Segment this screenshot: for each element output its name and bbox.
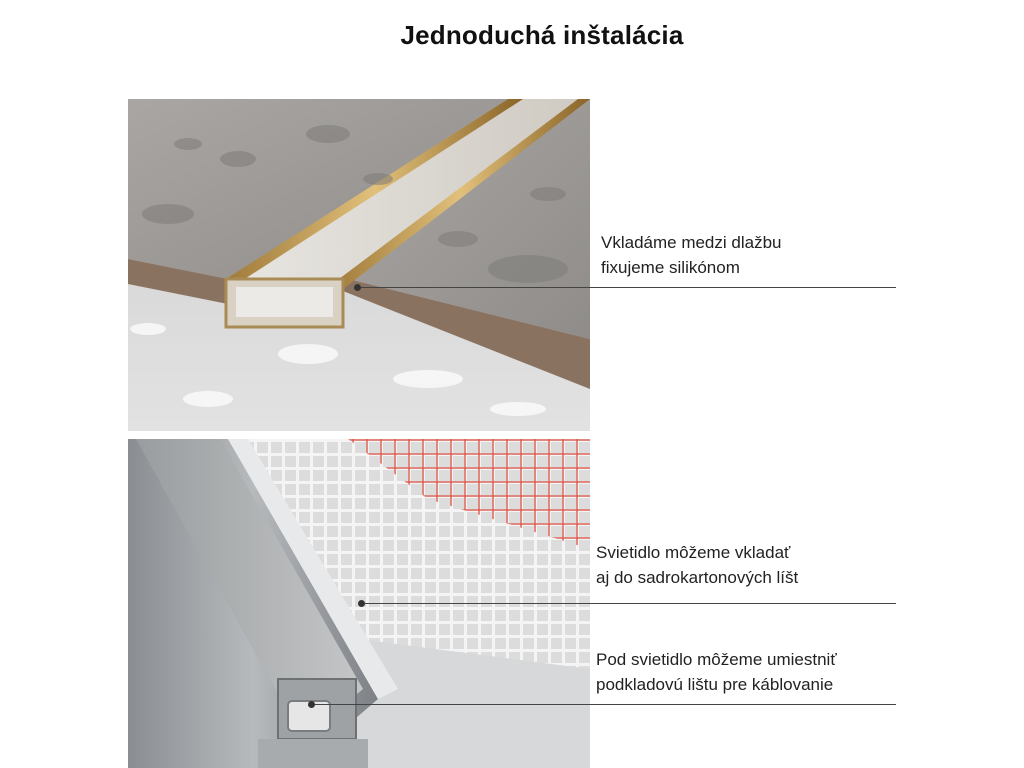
left-margin [0, 0, 128, 768]
caption-cable-channel [596, 647, 837, 697]
caption-tiles [601, 230, 781, 280]
caption-line: Pod svietidlo môžeme umiestniť [596, 650, 837, 669]
leader-dot [354, 284, 361, 291]
page-title: Jednoduchá inštalácia [400, 20, 684, 50]
leader-line [312, 704, 896, 705]
leader-dot [358, 600, 365, 607]
leader-line [362, 603, 896, 604]
caption-drywall [596, 540, 798, 590]
caption-line: podkladovú lištu pre káblovanie [596, 675, 834, 694]
caption-line: aj do sadrokartonových líšt [596, 568, 799, 587]
caption-line: Vkladáme medzi dlažbu [601, 233, 782, 252]
leader-dot [308, 701, 315, 708]
tile-floor-with-led-profile-photo [128, 99, 590, 431]
caption-line: Svietidlo môžeme vkladať [596, 543, 791, 562]
caption-line: fixujeme silikónom [601, 258, 740, 277]
leader-line [358, 287, 896, 288]
